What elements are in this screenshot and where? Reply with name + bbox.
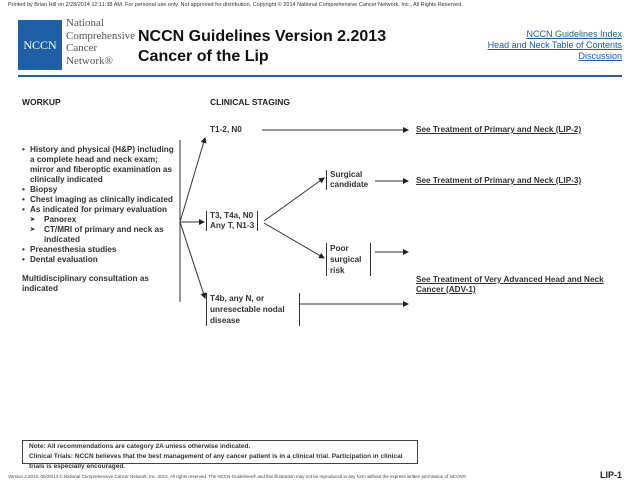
nccn-logo: NCCN <box>18 20 62 70</box>
workup-item: • Dental evaluation <box>22 255 180 265</box>
lip3-link[interactable]: See Treatment of Primary and Neck (LIP-3) <box>416 176 582 185</box>
stage-early: T1-2, N0 <box>210 125 242 134</box>
note-category: Note: All recommendations are category 2A unless otherwise indicated. <box>29 443 251 450</box>
workup-heading: WORKUP <box>22 97 61 107</box>
stage-mid-line: T3, T4a, N0 <box>210 211 254 220</box>
page-id: LIP-1 <box>600 470 623 480</box>
lip2-link[interactable]: See Treatment of Primary and Neck (LIP-2) <box>416 125 582 134</box>
guidelines-index-link[interactable]: NCCN Guidelines Index <box>526 29 622 39</box>
print-notice: Printed by Brian Hill on 2/28/2014 12:11:38 AM. For personal use only. Not approved for distribution. Copyright © 2014 National Comprehensive Cancer Network, Inc., All Rights Reserved. <box>8 2 463 8</box>
arrow-to-late <box>180 222 205 298</box>
logo-line: Comprehensive <box>66 29 136 42</box>
staging-heading: CLINICAL STAGING <box>210 97 290 107</box>
poor-surgical-risk: Poor surgical risk <box>326 243 371 276</box>
adv1-link[interactable]: See Treatment of Very Advanced Head and Neck Cancer (ADV-1) <box>416 275 604 294</box>
guideline-version: NCCN Guidelines Version 2.2013 <box>138 28 387 45</box>
workup-item: • Chest imaging as clinically indicated <box>22 195 180 205</box>
surgical-candidate: Surgical candidate <box>326 170 378 190</box>
workup-subitem: ➤ Panorex <box>22 215 180 225</box>
stage-mid-line: Any T, N1-3 <box>210 221 255 230</box>
toc-link[interactable]: Head and Neck Table of Contents <box>487 40 622 50</box>
stage-late: T4b, any N, or unresectable nodal disease <box>206 293 300 326</box>
note-clinical-trials: Clinical Trials: NCCN believes that the best management of any cancer patient is in a clinical trial. Participation in clinical trials is especially encouraged. <box>29 453 403 470</box>
consultation-note: Multidisciplinary consultation as indicated <box>22 274 149 293</box>
footer-copyright: Version 2.2013, 05/29/13 © National Comprehensive Cancer Network, Inc. 2013, All rights reserved. The NCCN Guidelines® and this illustration may not be reproduced in any form without the express written permission of NCCN®. <box>8 474 468 479</box>
logo-line: Cancer <box>66 42 98 54</box>
note-box <box>22 440 418 470</box>
arrow-to-poor <box>264 223 324 258</box>
stage-mid <box>206 211 258 231</box>
guideline-subtitle: Cancer of the Lip <box>138 48 269 65</box>
logo-line: National <box>66 17 104 29</box>
arrow-to-surgical <box>264 178 324 221</box>
workup-item: • As indicated for primary evaluation <box>22 205 180 215</box>
workup-subitem: ➤ CT/MRI of primary and neck as indicated <box>22 225 180 245</box>
logo-line: Network® <box>66 54 113 67</box>
workup-item: • History and physical (H&P) including a complete head and neck exam; mirror and fiberoptic examination as clinically indicated <box>22 145 180 185</box>
discussion-link[interactable]: Discussion <box>578 51 622 61</box>
workup-item: • Preanesthesia studies <box>22 245 180 255</box>
workup-item: • Biopsy <box>22 185 180 195</box>
arrow-to-early <box>180 138 205 222</box>
